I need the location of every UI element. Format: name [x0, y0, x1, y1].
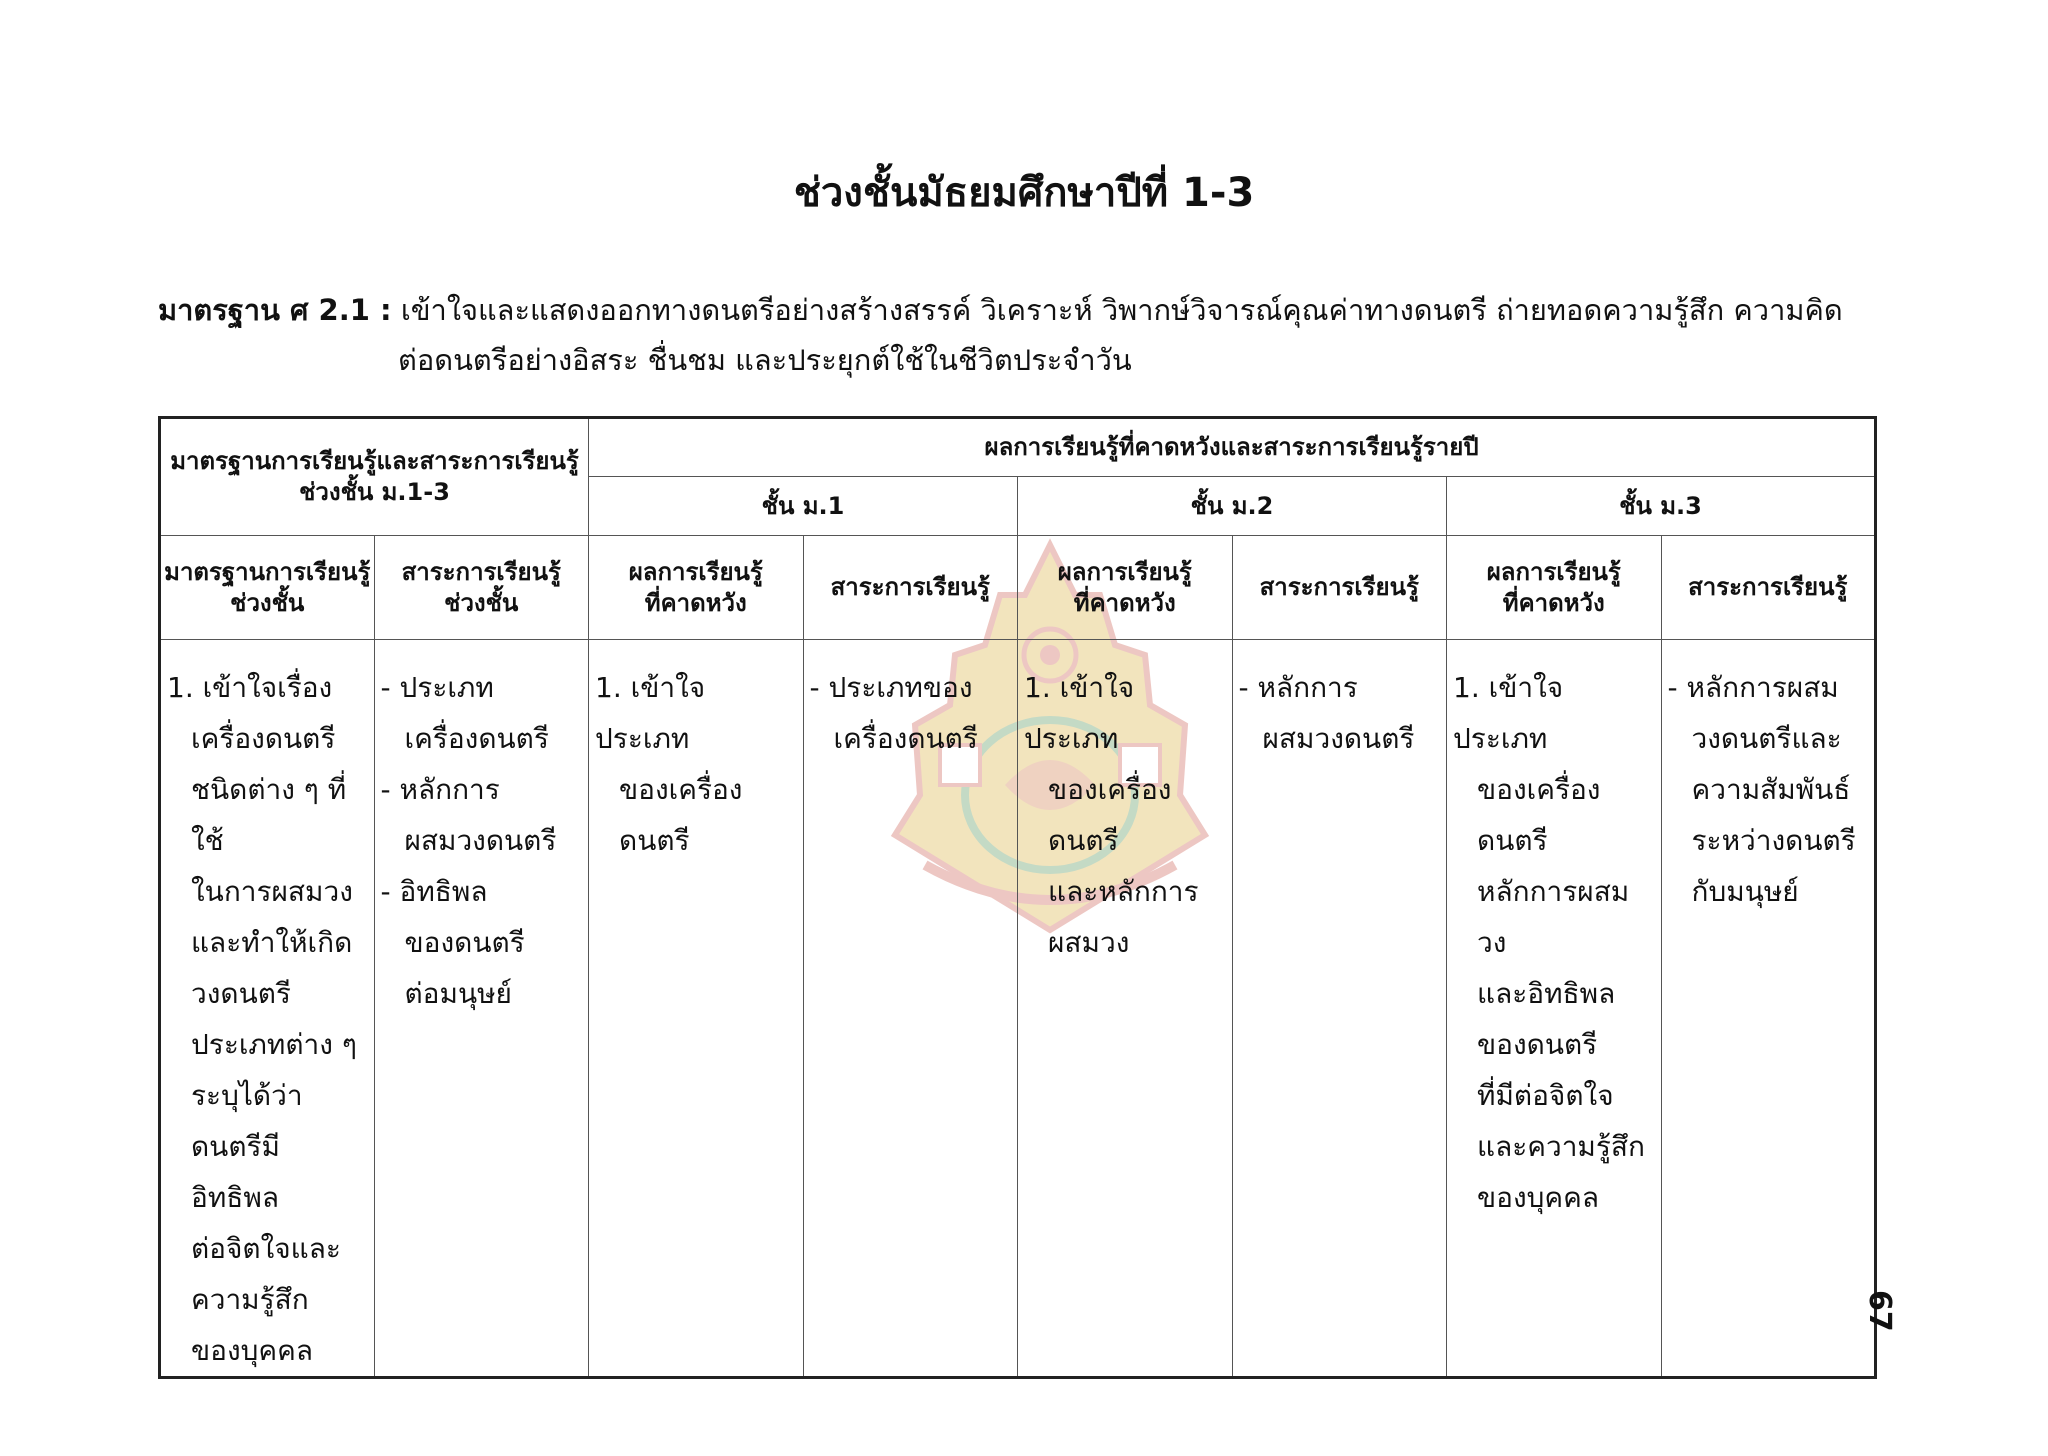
standard-statement: [158, 285, 1878, 385]
cell-line: ชนิดต่าง ๆ ที่ใช้: [191, 773, 347, 857]
cell-line: 1. เข้าใจประเภท: [1453, 671, 1564, 755]
cell-content: [374, 640, 589, 1378]
cell-line: ที่มีต่อจิตใจ: [1477, 1079, 1614, 1112]
cell-line: และความรู้สึก: [1477, 1130, 1645, 1163]
cell-line: ความรู้สึก: [191, 1283, 309, 1316]
header-standards-and-content: มาตรฐานการเรียนรู้และสาระการเรียนรู้ ช่วงชั้น ม.1-3: [160, 418, 589, 536]
cell-m2-content: [1232, 640, 1447, 1378]
cell-line: - อิทธิพล: [380, 875, 488, 908]
subheader-m2-content: สาระการเรียนรู้: [1232, 536, 1447, 640]
cell-line: - ประเภท: [380, 671, 494, 704]
header-expected-outcomes: ผลการเรียนรู้ที่คาดหวังและสาระการเรียนรู้รายปี: [589, 418, 1876, 477]
cell-line: 1. เข้าใจเรื่อง: [167, 671, 333, 704]
page-title: ช่วงชั้นมัธยมศึกษาปีที่ 1-3: [793, 170, 1255, 216]
cell-line: ของบุคคล: [1477, 1181, 1600, 1214]
header-grade-m1: ชั้น ม.1: [589, 477, 1018, 536]
cell-line: - ประเภทของ: [809, 671, 973, 704]
cell-line: ของบุคคล: [191, 1334, 314, 1367]
cell-m3-content: [1661, 640, 1876, 1378]
cell-line: เครื่องดนตรี: [404, 722, 549, 755]
standard-text-line2: ต่อดนตรีอย่างอิสระ ชื่นชม และประยุกต์ใช้ในชีวิตประจำวัน: [398, 343, 1132, 377]
curriculum-table: [158, 416, 1877, 1379]
subheader-standard: มาตรฐานการเรียนรู้ ช่วงชั้น: [160, 536, 375, 640]
cell-m2-outcome: [1018, 640, 1233, 1378]
cell-line: ต่อมนุษย์: [404, 977, 512, 1010]
cell-m3-outcome: [1447, 640, 1662, 1378]
cell-line: วงดนตรี: [191, 977, 291, 1010]
cell-line: ของเครื่องดนตรี: [1048, 773, 1172, 857]
subheader-m1-outcome: ผลการเรียนรู้ ที่คาดหวัง: [589, 536, 804, 640]
cell-line: ในการผสมวง: [191, 875, 353, 908]
cell-line: และอิทธิพล: [1477, 977, 1616, 1010]
cell-line: กับมนุษย์: [1691, 875, 1799, 908]
cell-line: ต่อจิตใจและ: [191, 1232, 341, 1265]
cell-line: - หลักการผสม: [1667, 671, 1839, 704]
cell-line: ผสมวง: [1048, 926, 1130, 959]
subheader-m3-content: สาระการเรียนรู้: [1661, 536, 1876, 640]
cell-line: ระบุได้ว่า: [191, 1079, 303, 1112]
cell-m1-content: [803, 640, 1018, 1378]
cell-line: และทำให้เกิด: [191, 926, 353, 959]
cell-line: ประเภทต่าง ๆ: [191, 1028, 357, 1061]
standard-label: มาตรฐาน ศ 2.1 :: [158, 293, 392, 327]
cell-line: ดนตรีมีอิทธิพล: [191, 1130, 281, 1214]
cell-line: ของเครื่องดนตรี: [1477, 773, 1601, 857]
cell-line: เครื่องดนตรี: [833, 722, 978, 755]
subheader-content: สาระการเรียนรู้ ช่วงชั้น: [374, 536, 589, 640]
cell-standard: [160, 640, 375, 1378]
cell-line: ของดนตรี: [1477, 1028, 1598, 1061]
page-number: 67: [1862, 1290, 1897, 1332]
cell-line: - หลักการ: [1238, 671, 1358, 704]
cell-line: วงดนตรีและ: [1691, 722, 1842, 755]
cell-m1-outcome: [589, 640, 804, 1378]
standard-text-line1: เข้าใจและแสดงออกทางดนตรีอย่างสร้างสรรค์ วิเคราะห์ วิพากษ์วิจารณ์คุณค่าทางดนตรี ถ่ายทอดความรู้สึก ความคิด: [400, 293, 1843, 327]
cell-line: ความสัมพันธ์: [1691, 773, 1851, 806]
cell-line: 1. เข้าใจประเภท: [595, 671, 706, 755]
cell-line: เครื่องดนตรี: [191, 722, 336, 755]
cell-line: ระหว่างดนตรี: [1691, 824, 1856, 857]
subheader-m2-outcome: ผลการเรียนรู้ ที่คาดหวัง: [1018, 536, 1233, 640]
cell-line: ผสมวงดนตรี: [404, 824, 557, 857]
cell-line: 1. เข้าใจประเภท: [1024, 671, 1135, 755]
table-row: [160, 640, 1876, 1378]
subheader-m1-content: สาระการเรียนรู้: [803, 536, 1018, 640]
header-grade-m3: ชั้น ม.3: [1447, 477, 1876, 536]
cell-line: ของเครื่องดนตรี: [619, 773, 743, 857]
cell-line: - หลักการ: [380, 773, 500, 806]
cell-line: ของดนตรี: [404, 926, 525, 959]
cell-line: และหลักการ: [1048, 875, 1199, 908]
cell-line: หลักการผสมวง: [1477, 875, 1630, 959]
cell-line: ผสมวงดนตรี: [1262, 722, 1415, 755]
header-grade-m2: ชั้น ม.2: [1018, 477, 1447, 536]
subheader-m3-outcome: ผลการเรียนรู้ ที่คาดหวัง: [1447, 536, 1662, 640]
